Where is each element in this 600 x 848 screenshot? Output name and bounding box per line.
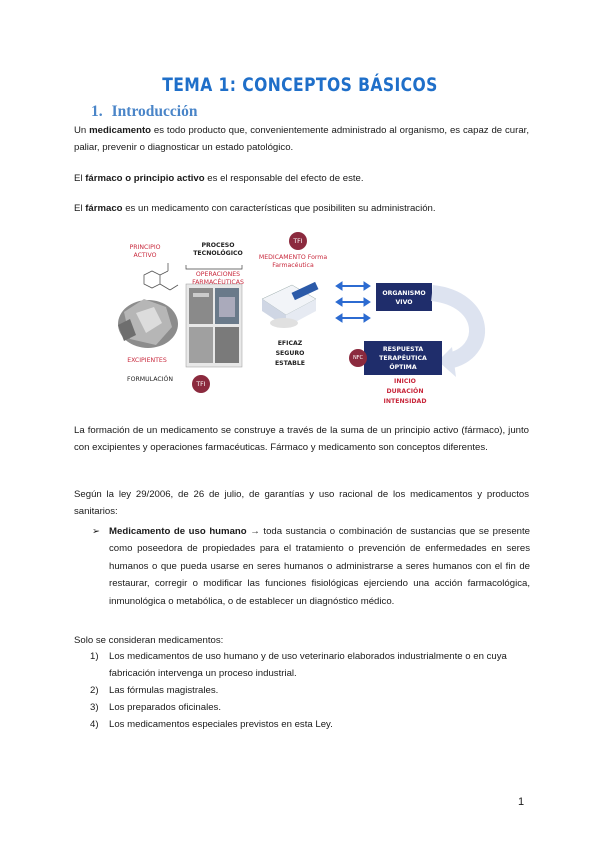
bullet-text: toda sustancia o combinación de sustancias que se presente como poseedora de propiedades para el tratamiento o prevención de enfermedades en seres humanos o que pueda usarse en seres humanos o administrarse a seres humanos con el fin de restaurar, corregir o modificar las funciones fisiológicas ejerciendo una acción farmacológica, inmunológica o metabólica, o de establecer un diagnóstico médico. xyxy=(109,526,530,607)
list-item: 1) Los medicamentos de uso humano y de uso veterinario elaborados industrialmente o en cuya fabricación intervenga un proceso industrial. xyxy=(90,651,507,679)
list-item: 2) Las fórmulas magistrales. xyxy=(90,685,219,696)
paragraph-formacion: La formación de un medicamento se construye a través de la suma de un principio activo (fármaco), junto con excipientes y operaciones farmacéuticas. Fármaco y medicamento son conceptos diferentes. xyxy=(74,425,529,453)
label-operaciones: OPERACIONES FARMACÉUTICAS xyxy=(192,271,244,286)
tfi-text-bottom: TFI xyxy=(196,381,206,388)
label-principio-activo: PRINCIPIO ACTIVO xyxy=(129,244,161,259)
page-number: 1 xyxy=(518,796,525,808)
term-uso-humano: Medicamento de uso humano xyxy=(109,526,247,537)
list-item: 4) Los medicamentos especiales previstos en esta Ley. xyxy=(90,719,333,730)
page-title: TEMA 1: CONCEPTOS BÁSICOS xyxy=(162,74,438,96)
paragraph-principio-activo: El fármaco o principio activo es el responsable del efecto de este. xyxy=(74,173,364,184)
paragraph-solo-se: Solo se consideran medicamentos: xyxy=(74,635,224,646)
section-number: 1. xyxy=(91,103,103,120)
label-proceso: PROCESO TECNOLÓGICO xyxy=(193,242,243,257)
excipient-crystals-image xyxy=(118,299,178,348)
paragraph-ley: Según la ley 29/2006, de 26 de julio, de garantías y uso racional de los medicamentos y productos sanitarios: xyxy=(74,489,529,517)
label-medicamento: MEDICAMENTO Forma Farmacéutica xyxy=(258,254,328,269)
label-inicio: INICIO DURACIÓN INTENSIDAD xyxy=(383,378,427,405)
medicamentos-list xyxy=(90,648,530,733)
section-label: Introducción xyxy=(111,103,198,120)
medicamento-diagram xyxy=(96,227,496,417)
molecule-icon xyxy=(144,263,178,290)
tfi-text-top: TFI xyxy=(293,238,303,245)
paragraph-medicamento: Un medicamento es todo producto que, convenientemente administrado al organismo, es capaz de curar, paliar, prevenir o diagnosticar un estado patológico. xyxy=(74,125,530,153)
section-heading xyxy=(91,103,197,121)
label-excipientes: EXCIPIENTES xyxy=(127,357,167,364)
interaction-arrows xyxy=(336,282,370,322)
term-farmaco-principio: fármaco o principio activo xyxy=(85,173,205,184)
term-medicamento: medicamento xyxy=(89,125,152,136)
label-organismo: ORGANISMO VIVO xyxy=(382,290,426,306)
paragraph-farmaco: El fármaco es un medicamento con características que posibiliten su administración. xyxy=(74,203,436,214)
medicine-box-image xyxy=(262,282,318,328)
term-farmaco: fármaco xyxy=(85,203,123,214)
list-item: 3) Los preparados oficinales. xyxy=(90,702,221,713)
bullet-arrow-icon: ➢ xyxy=(92,526,101,537)
label-eficaz: EFICAZ SEGURO ESTABLE xyxy=(274,340,306,367)
nfc-text: NFC xyxy=(352,355,364,361)
bullet-uso-humano: ➢ Medicamento de uso humano → toda sustancia o combinación de sustancias que se presente como poseedora de propiedades para el tratamiento o prevención de enfermedades en seres humanos o que pueda usarse en seres humanos o administrarse a seres humanos con el fin de restaurar, corregir o modificar las funciones fisiológicas ejerciendo una acción farmacológica, inmunológica o metabólica, o de establecer un diagnóstico médico. xyxy=(92,523,530,610)
label-formulacion: FORMULACIÓN xyxy=(127,376,173,383)
label-respuesta: RESPUESTA TERAPÉUTICA ÓPTIMA xyxy=(379,346,427,371)
